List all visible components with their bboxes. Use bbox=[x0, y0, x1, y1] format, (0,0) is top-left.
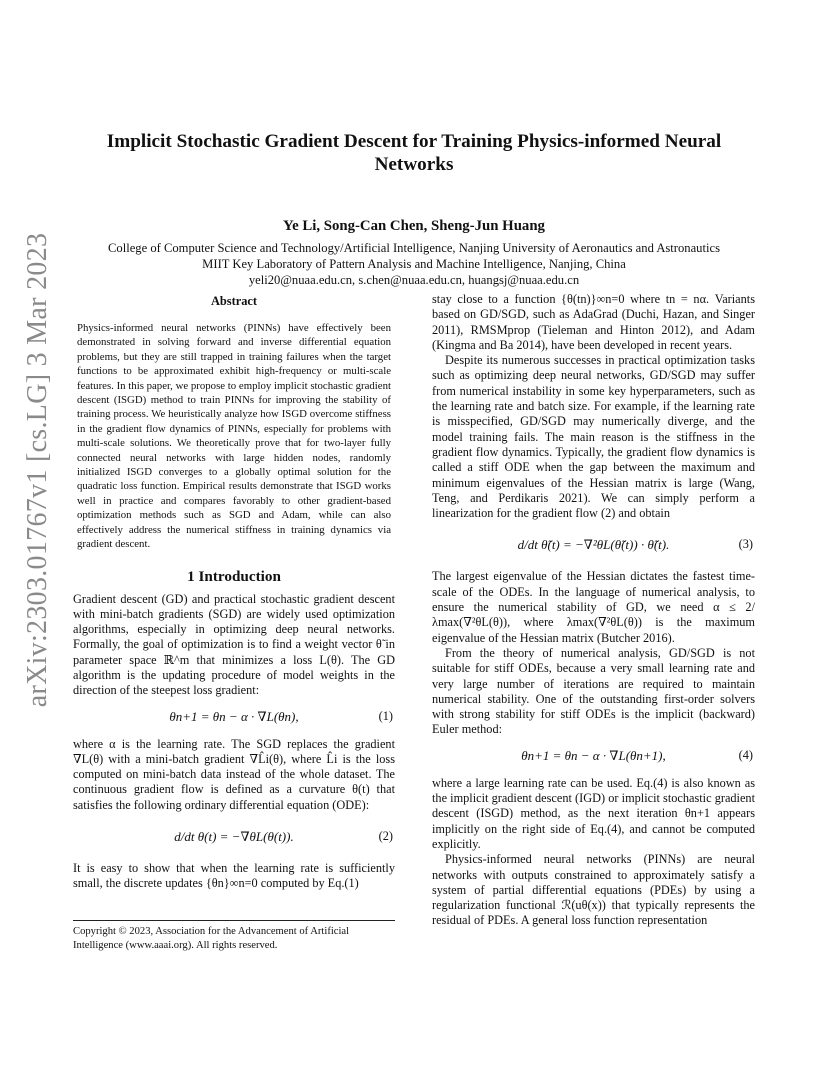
abstract-text: Physics-informed neural networks (PINNs) have effectively been demonstrated in solving forward and inverse differential equation problems, but they are still trapped in training failures when the target functions to be approximated exhibit high-frequency or multi-scale features. In this paper, we propose to employ implicit stochastic gradient descent (ISGD) method to train PINNs for improving the stability of training process. We heuristically analyze how ISGD overcome stiffness in the gradient flow dynamics of PINNs, especially for problems with multi-scale solutions. We theoretically prove that for two-layer fully connected neural networks with large hidden nodes, randomly initialized ISGD converges to a globally optimal solution for the quadratic loss function. Empirical results demonstrate that ISGD works well in practice and compares favorably to other gradient-based optimization methods such as SGD and Adam, while can also effectively address the numerical stiffness in training dynamics via gradient descent. bbox=[77, 322, 391, 551]
equation-number: (4) bbox=[738, 747, 753, 762]
paper-title: Implicit Stochastic Gradient Descent for Training Physics-informed Neural Networks bbox=[106, 131, 722, 175]
right-column bbox=[432, 292, 755, 929]
equation-2 bbox=[73, 817, 395, 857]
paragraph: where α is the learning rate. The SGD replaces the gradient ∇L(θ) with a mini-batch gradient ∇L̂i(θ), where L̂i is the loss computed on mini-batch data instead of the whole dataset. The continuous gradient flow is defined as a curvature θ(t) that satisfies the following ordinary differential equation (ODE): bbox=[73, 736, 395, 812]
paragraph: stay close to a function {θ(tn)}∞n=0 where tn = nα. Variants based on GD/SGD, such as AdaGrad (Duchi, Hazan, and Singer 2011), RMSMprop (Tieleman and Hinton 2012), and Adam (Kingma and Ba 2014), have been developed in recent years. bbox=[432, 292, 755, 352]
paragraph: From the theory of numerical analysis, GD/SGD is not suitable for stiff ODEs, because a very small learning rate and very large number of iterations are required to maintain numerical stability. One of the outstanding first-order solvers with strong stability for stiff ODEs is the implicit (backward) Euler method: bbox=[432, 645, 755, 737]
equation-number: (2) bbox=[378, 829, 393, 844]
equation-4 bbox=[432, 742, 755, 772]
left-column bbox=[73, 292, 395, 892]
affiliation-line: MIIT Key Laboratory of Pattern Analysis and Machine Intelligence, Nanjing, China bbox=[202, 257, 626, 271]
abstract-heading: Abstract bbox=[210, 294, 258, 308]
affiliations bbox=[60, 240, 768, 288]
equation-body: d/dt θ̃(t) = −∇²θL(θ̃(t)) · θ̃(t). bbox=[517, 537, 670, 553]
paragraph: Gradient descent (GD) and practical stochastic gradient descent with mini-batch gradients (SGD) are widely used optimization algorithms, especially in optimizing deep neural networks. Formally, the goal of optimization is to find a weight vector θ̃ in parameter space ℝ^m that minimizes a loss L(θ). The GD algorithm is the updating procedure of model weights in the direction of the steepest loss gradient: bbox=[73, 591, 395, 698]
affiliation-line: College of Computer Science and Technology/Artificial Intelligence, Nanjing University of Aeronautics and Astronautics bbox=[108, 241, 720, 255]
equation-3 bbox=[432, 525, 755, 565]
paragraph: The largest eigenvalue of the Hessian dictates the fastest time-scale of the ODEs. In the language of numerical analysis, to ensure the numerical stability of GD, we need α ≤ 2/λmax(∇²θL(θ)), where λmax(∇²θL(θ)) is the maximum eigenvalue of the Hessian matrix (Butcher 2016). bbox=[432, 569, 755, 645]
paragraph: where a large learning rate can be used. Eq.(4) is also known as the implicit gradient descent (IGD) or implicit stochastic gradient descent (ISGD) method, as the next iteration θn+1 appears implicitly on the right side of Eq.(4), and cannot be computed explicitly. bbox=[432, 775, 755, 851]
equation-1 bbox=[73, 703, 395, 733]
author-emails: yeli20@nuaa.edu.cn, s.chen@nuaa.edu.cn, huangsj@nuaa.edu.cn bbox=[248, 273, 580, 287]
paragraph: Despite its numerous successes in practical optimization tasks such as optimizing deep neural networks, GD/SGD may suffer from numerical instability in some key hyperparameters, such as the learning rate and batch size. For example, if the learning rate is misspecified, GD/SGD may numerically diverge, and the model training fails. The main reason is the stiffness in the gradient flow dynamics. Typically, the gradient flow dynamics is called a stiff ODE when the gap between the maximum and minimum eigenvalues of the Hessian matrix is large (Wang, Teng, and Perdikaris 2021). We can simply perform a linearization for the gradient flow (2) and obtain bbox=[432, 353, 755, 521]
paragraph: Physics-informed neural networks (PINNs) are neural networks with outputs constrained to approximately satisfy a system of partial differential equations (PDEs) by using a regularization functional ℛ(uθ(x)) that typically represents the residual of PDEs. A general loss function representation bbox=[432, 852, 755, 928]
section-heading: 1 Introduction bbox=[187, 567, 281, 585]
author-list: Ye Li, Song-Can Chen, Sheng-Jun Huang bbox=[283, 218, 545, 234]
paragraph: It is easy to show that when the learning rate is sufficiently small, the discrete updates {θn}∞n=0 computed by Eq.(1) bbox=[73, 861, 395, 891]
equation-number: (3) bbox=[738, 537, 753, 552]
equation-number: (1) bbox=[378, 708, 393, 723]
arxiv-identifier: arXiv:2303.01767v1 [cs.LG] 3 Mar 2023 bbox=[22, 232, 53, 708]
equation-body: θn+1 = θn − α · ∇L(θn+1), bbox=[521, 747, 666, 763]
copyright-footnote: Copyright © 2023, Association for the Advancement of Artificial Intelligence (www.aaai.org). All rights reserved. bbox=[73, 920, 395, 952]
equation-body: θn+1 = θn − α · ∇L(θn), bbox=[169, 708, 299, 724]
equation-body: d/dt θ(t) = −∇θL(θ(t)). bbox=[174, 829, 294, 845]
